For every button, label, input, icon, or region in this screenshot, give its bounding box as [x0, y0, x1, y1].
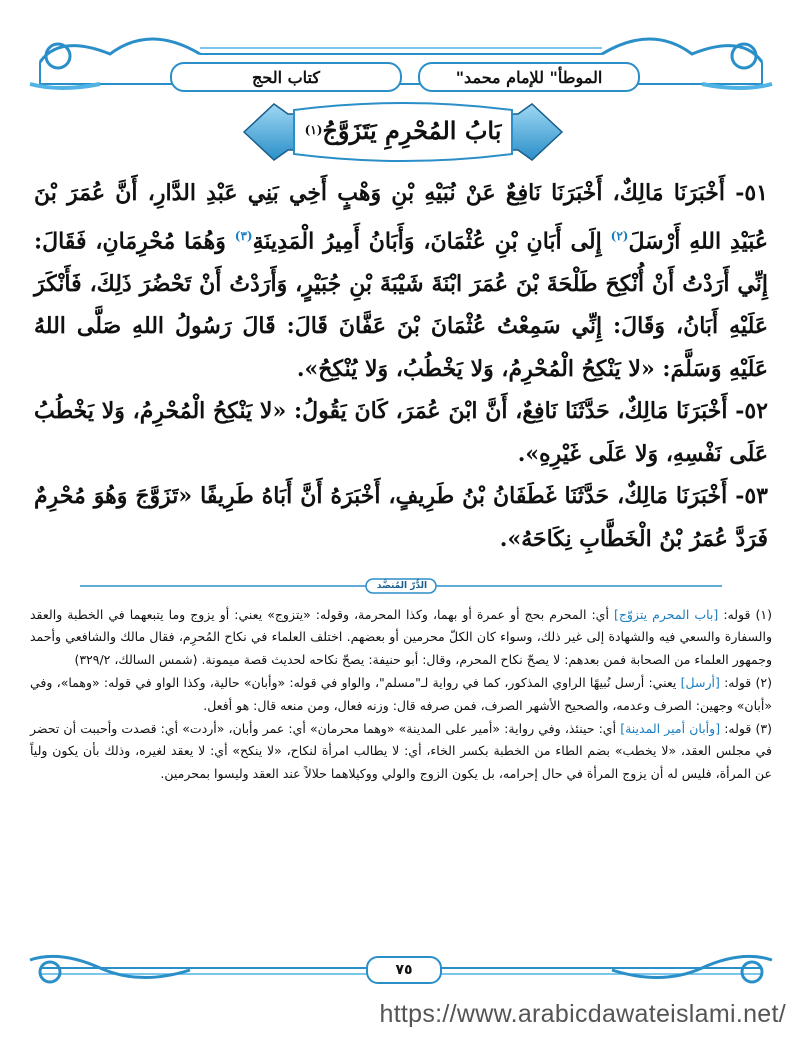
footnote-ref-3: (٣) [234, 228, 253, 243]
footnote-2 [30, 672, 772, 717]
header-book-title: "الموطأ" للإمام محمد [418, 62, 640, 92]
footnote-1-heading: [باب المحرم يتزوّج] [613, 607, 719, 622]
footnote-3 [30, 718, 772, 785]
footnote-2-text: يعني: أرسل نُبيهًا الراوي المذكور، كما في رواية لـ"مسلم"، والواو في قوله: «وأبان» حالية، وكذا الواو في قوله: «وهما»، وفي «أبان» وجهين: الصرف وعدمه، والصحيح الأشهر الصرف، فمن صرفه قال: وزنه فعال، ومن منعه قال: هو أفعل. [30, 675, 772, 713]
footnote-1-text: أي: المحرم بحج أو عمرة أو بهما، وكذا المحرمة، وقوله: «يتزوج» يعني: أو يزوج وما يتبعهما في الخطبة والعقد والسفارة والسعي فيه والشهادة إلى غير ذلك، وسواء كان الكلّ محرمين أو بعضهم. اختلف العلماء في نكاح المُحرِم، فقال مالك والشافعي وأحمد وجمهور العلماء من الصحابة فمن بعدهم: لا يصحّ نكاح المحرم، وقال: أبو حنيفة: يصحّ نكاحه لحديث قصة ميمونة. (شمس السالك، ٣٢٩/٢) [30, 607, 772, 667]
footnote-3-heading: [وأبان أمير المدينة] [620, 721, 721, 737]
hadith-51-part-c: وَهُمَا مُحْرِمَانِ، فَقَالَ: إِنِّي أَرَدْتُ أَنْ أُنْكِحَ طَلْحَةَ بْنَ عُمَرَ ابْنَةَ شَيْبَةَ بْنِ جُبَيْرٍ، وَأَرَدْتُ أَنْ تَحْضُرَ ذَلِكَ، فَأَنْكَرَ عَلَيْهِ أَبَانُ، وَقَالَ: إِنِّي سَمِعْتُ عُثْمَانَ بْنَ عَفَّانَ قَالَ: قَالَ رَسُولُ اللهِ صَلَّى اللهُ عَلَيْهِ وَسَلَّمَ: «لا يَنْكِحُ الْمُحْرِمُ، وَلا يَخْطُبُ، وَلا يُنْكِحُ». [34, 227, 768, 382]
hadith-51 [34, 172, 768, 390]
chapter-title [238, 108, 568, 152]
footnote-ref-2: (٢) [610, 228, 629, 243]
hadith-51-part-b: إِلَى أَبَانِ بْنِ عُثْمَانَ، وَأَبَانُ أَمِيرُ الْمَدِينَةِ [252, 227, 611, 254]
header-section-title: كتاب الحج [170, 62, 402, 92]
chapter-title-text: بَابُ المُحْرِمِ يَتَزَوَّجُ [322, 115, 502, 145]
hadith-51-part-a: ٥١- أَخْبَرَنَا مَالِكٌ، أَخْبَرَنَا نَافِعٌ عَنْ نُبَيْهِ بْنِ وَهْبٍ أَخِي بَنِي عَبْدِ الدَّارِ، أَنَّ عُمَرَ بْنَ عُبَيْدِ اللهِ أَرْسَلَ [34, 180, 768, 254]
hadith-52: ٥٢- أَخْبَرَنَا مَالِكٌ، حَدَّثَنَا نَافِعٌ، أَنَّ ابْنَ عُمَرَ، كَانَ يَقُولُ: «لا يَنْكِحُ الْمُحْرِمُ، وَلا يَخْطُبُ عَلَى نَفْسِهِ، وَلا عَلَى غَيْرِهِ». [34, 398, 768, 467]
footnote-3-prefix: (٣) قوله: [720, 721, 772, 737]
main-text [34, 172, 768, 561]
hadith-53: ٥٣- أَخْبَرَنَا مَالِكٌ، حَدَّثَنَا غَطَفَانُ بْنُ طَرِيفٍ، أَخْبَرَهُ أَنَّ أَبَاهُ طَرِيفًا «تَزَوَّجَ وَهُوَ مُحْرِمٌ فَرَدَّ عُمَرُ بْنُ الْخَطَّابِ نِكَاحَهُ». [34, 483, 768, 553]
footnote-1 [30, 604, 772, 671]
footnote-3-text: أي: حينئذ، وفي رواية: «أمير على المدينة» «وهما محرمان» أي: عمر وأبان، «أردت» أي: قصدت وأحببت أن تحضر في مجلس العقد، «لا يخطب» بضم الطاء من الخطبة بكسر الخاء، أي: لا يطالب امرأة لنكاح، «لا ينكح» أي: لا يعقد لغيره، وذلك بأن يكون ولياً عن المرأة، فليس له أن يزوج المرأة في حال إحرامه، بل يكون الزوج والولي ووكيلاهما حلالاً عند العقد وليسوا بمحرمين. [30, 721, 772, 781]
footnote-1-prefix: (١) قوله: [718, 607, 772, 622]
footnote-2-heading: [أرسل] [680, 675, 720, 691]
footnote-2-prefix: (٢) قوله: [719, 675, 772, 691]
footnote-separator-label: الدُّرّ المُنضَّد [376, 581, 428, 591]
chapter-title-ref: (١) [304, 123, 323, 137]
page-number: ٧٥ [366, 956, 442, 984]
footnotes [30, 604, 772, 786]
watermark-url: https://www.arabicdawateislami.net/ [379, 1000, 786, 1028]
